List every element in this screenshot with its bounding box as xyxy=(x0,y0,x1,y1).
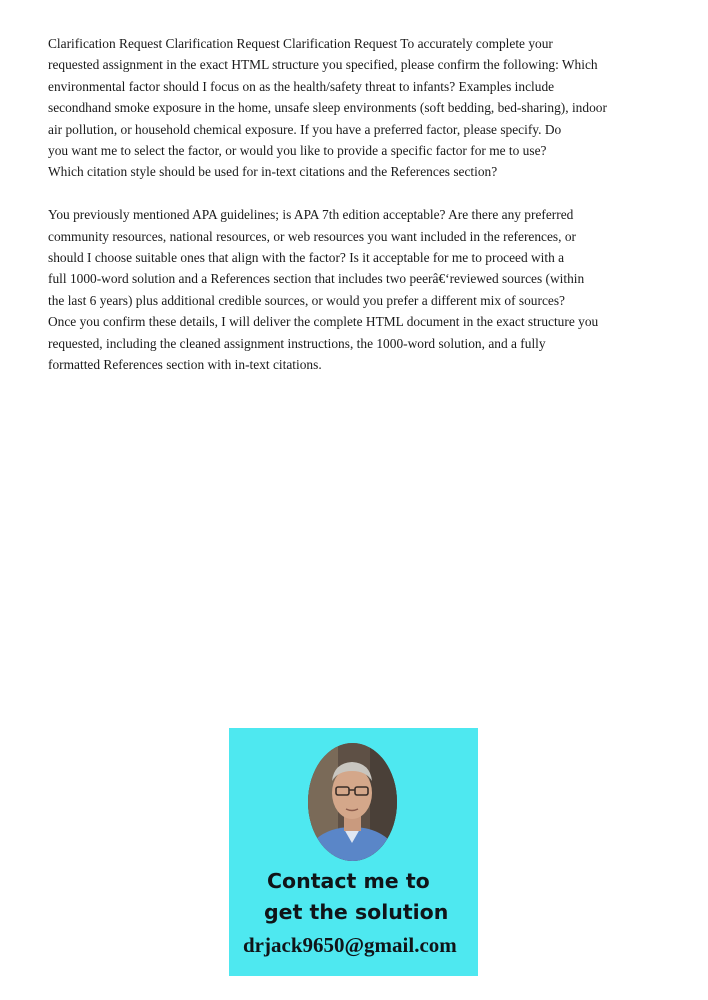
text-line: you want me to select the factor, or would you like to provide a specific factor for me to use? xyxy=(48,143,547,159)
text-line: air pollution, or household chemical exposure. If you have a preferred factor, please specify. Do xyxy=(48,121,562,137)
person-portrait-icon xyxy=(308,743,397,861)
paragraph-spacer xyxy=(48,183,668,204)
cta-heading-line: Contact me to xyxy=(267,869,430,893)
text-line: requested assignment in the exact HTML structure you specified, please confirm the following: Which xyxy=(48,57,598,73)
paragraph-2 xyxy=(48,204,668,375)
text-line: full 1000-word solution and a References section that includes two peerâ€‘reviewed sources (within xyxy=(48,271,585,287)
text-line: Which citation style should be used for in-text citations and the References section? xyxy=(48,164,498,180)
text-line: environmental factor should I focus on as the health/safety threat to infants? Examples include xyxy=(48,78,555,94)
text-line: formatted References section with in-text citations. xyxy=(48,357,322,373)
text-line: should I choose suitable ones that align with the factor? Is it acceptable for me to proceed with a xyxy=(48,250,565,266)
text-line: secondhand smoke exposure in the home, unsafe sleep environments (soft bedding, bed-sharing), indoor xyxy=(48,100,607,116)
text-line: Once you confirm these details, I will deliver the complete HTML document in the exact structure you xyxy=(48,314,599,330)
cta-heading-line: get the solution xyxy=(264,900,449,924)
text-line: Clarification Request Clarification Request Clarification Request To accurately complete your xyxy=(48,36,553,51)
document-body xyxy=(48,33,668,375)
text-line: community resources, national resources, or web resources you want included in the references, or xyxy=(48,228,576,244)
text-line: the last 6 years) plus additional credible sources, or would you prefer a different mix of sources? xyxy=(48,292,565,308)
text-line: You previously mentioned APA guidelines; is APA 7th edition acceptable? Are there any preferred xyxy=(48,207,574,223)
contact-email[interactable]: drjack9650@gmail.com xyxy=(243,933,457,957)
text-line: requested, including the cleaned assignment instructions, the 1000-word solution, and a fully xyxy=(48,335,546,351)
paragraph-1 xyxy=(48,33,668,183)
contact-promo-card[interactable] xyxy=(229,728,478,976)
